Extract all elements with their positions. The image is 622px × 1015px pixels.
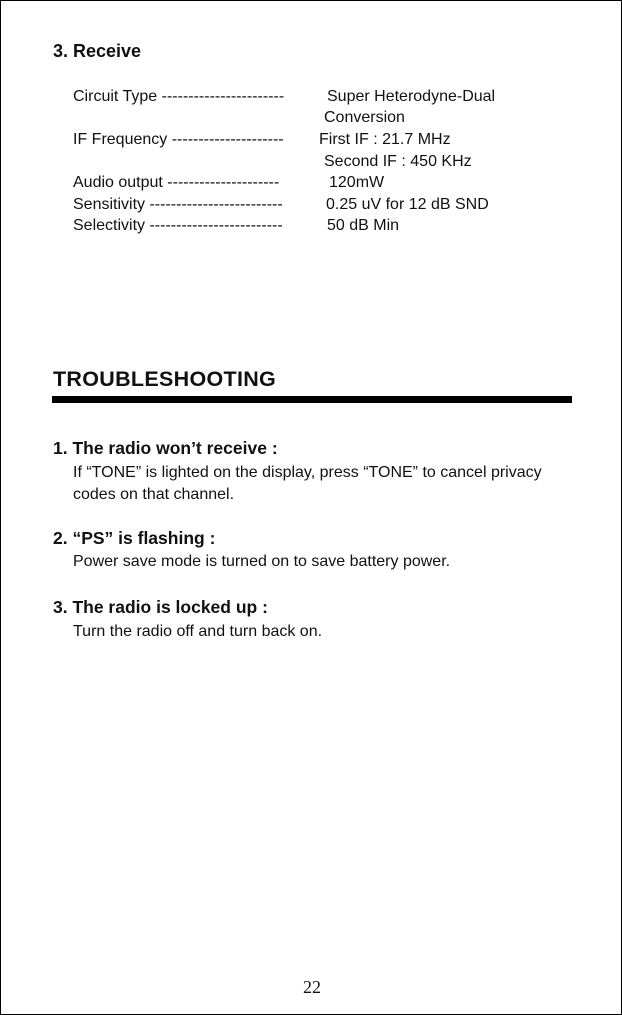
- item-heading-2: 2. “PS” is flashing :: [53, 528, 216, 548]
- item-body-3: Turn the radio off and turn back on.: [73, 623, 323, 640]
- spec-label-circuit-type: Circuit Type -----------------------: [73, 88, 285, 105]
- spec-label-if-frequency: IF Frequency ---------------------: [73, 131, 284, 148]
- spec-value-if-second: Second IF : 450 KHz: [324, 153, 472, 170]
- title-underline-rule: [52, 396, 572, 403]
- spec-value-audio-output: 120mW: [329, 174, 385, 191]
- item-body-2: Power save mode is turned on to save battery power.: [73, 553, 451, 570]
- spec-label-selectivity: Selectivity -------------------------: [73, 217, 283, 234]
- spec-label-audio-output: Audio output ---------------------: [73, 174, 280, 191]
- receive-heading: 3. Receive: [53, 41, 142, 61]
- page-number: 22: [303, 977, 321, 997]
- troubleshooting-title: TROUBLESHOOTING: [53, 367, 277, 391]
- item-heading-1: 1. The radio won’t receive :: [53, 438, 278, 458]
- item-heading-3: 3. The radio is locked up :: [53, 597, 268, 617]
- spec-value-circuit-type: Super Heterodyne-Dual: [327, 88, 496, 105]
- spec-value-if-first: First IF : 21.7 MHz: [319, 131, 451, 148]
- item-body-1: If “TONE” is lighted on the display, press “TONE” to cancel privacy codes on that channel.: [73, 464, 542, 503]
- spec-value-selectivity: 50 dB Min: [327, 217, 400, 234]
- spec-value-circuit-type-cont: Conversion: [324, 109, 405, 126]
- spec-value-sensitivity: 0.25 uV for 12 dB SND: [326, 196, 489, 213]
- spec-label-sensitivity: Sensitivity -------------------------: [73, 196, 283, 213]
